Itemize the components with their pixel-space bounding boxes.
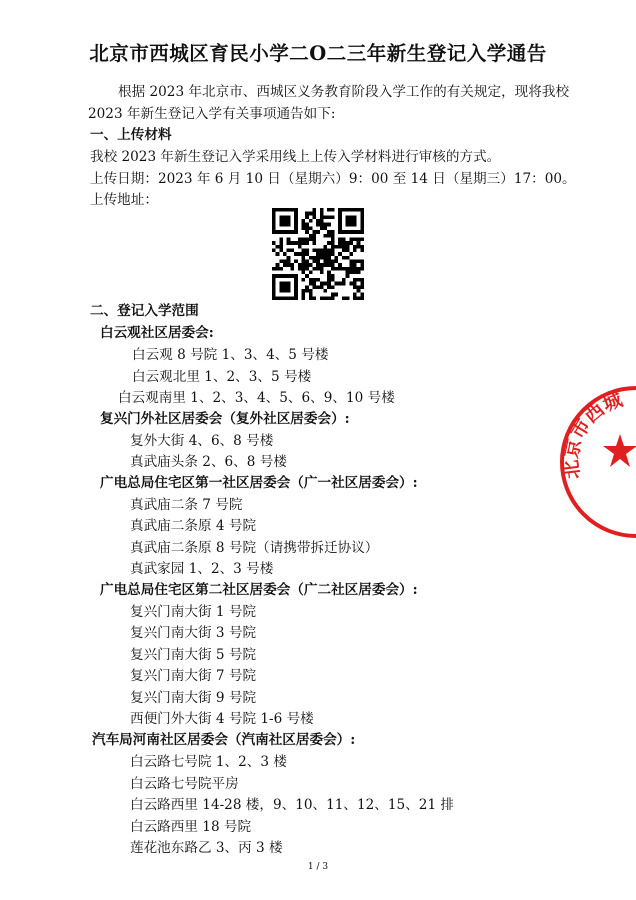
committee-name: 广电总局住宅区第一社区居委会（广一社区居委会）: bbox=[100, 475, 418, 491]
upload-dates: 上传日期：2023 年 6 月 10 日（星期六）9：00 至 14 日（星期三）17：00。 bbox=[90, 171, 576, 187]
address-item: 白云路七号院 1、2、3 楼 bbox=[130, 754, 287, 770]
address-item: 复外大街 4、6、8 号楼 bbox=[130, 433, 274, 449]
upload-address-label: 上传地址： bbox=[90, 192, 158, 208]
address-item: 真武家园 1、2、3 号楼 bbox=[130, 561, 274, 577]
document-title: 北京市西城区育民小学二O二三年新生登记入学通告 bbox=[89, 42, 547, 65]
address-item: 白云路西里 14-28 楼，9、10、11、12、15、21 排 bbox=[130, 797, 455, 813]
address-item: 真武庙二条 7 号院 bbox=[130, 497, 243, 513]
committee-name: 复兴门外社区居委会（复外社区居委会）: bbox=[100, 411, 350, 427]
address-item: 白云观南里 1、2、3、4、5、6、9、10 号楼 bbox=[118, 390, 395, 406]
address-item: 真武庙二条原 4 号院 bbox=[130, 518, 257, 534]
section1-line-1: 我校 2023 年新生登记入学采用线上上传入学材料进行审核的方式。 bbox=[90, 149, 501, 165]
intro-line-1: 根据 2023 年北京市、西城区义务教育阶段入学工作的有关规定，现将我校 bbox=[118, 84, 570, 100]
address-item: 复兴门南大街 1 号院 bbox=[130, 604, 257, 620]
address-item: 复兴门南大街 3 号院 bbox=[130, 625, 257, 641]
committee-name: 白云观社区居委会: bbox=[100, 325, 214, 341]
address-item: 西便门外大街 4 号院 1-6 号楼 bbox=[130, 711, 314, 727]
address-item: 复兴门南大街 5 号院 bbox=[130, 647, 257, 663]
address-item: 白云路西里 18 号院 bbox=[130, 819, 252, 835]
qr-code-icon[interactable] bbox=[272, 208, 364, 300]
address-item: 复兴门南大街 7 号院 bbox=[130, 668, 257, 684]
committee-name: 广电总局住宅区第二社区居委会（广二社区居委会）: bbox=[100, 582, 418, 598]
address-item: 真武庙头条 2、6、8 号楼 bbox=[130, 454, 287, 470]
seal-text: 北京市西城 bbox=[560, 388, 626, 481]
page-number: 1 / 3 bbox=[307, 862, 329, 872]
section1-heading: 一、上传材料 bbox=[90, 127, 172, 143]
address-item: 白云路七号院平房 bbox=[130, 776, 239, 792]
intro-line-2: 2023 年新生登记入学有关事项通告如下: bbox=[88, 106, 336, 122]
committee-name: 汽车局河南社区居委会（汽南社区居委会）: bbox=[92, 732, 356, 748]
address-item: 复兴门南大街 9 号院 bbox=[130, 690, 257, 706]
official-seal-icon bbox=[556, 382, 636, 542]
address-item: 白云观 8 号院 1、3、4、5 号楼 bbox=[132, 347, 329, 363]
address-item: 白云观北里 1、2、3、5 号楼 bbox=[132, 369, 312, 385]
section2-heading: 二、登记入学范围 bbox=[90, 303, 199, 319]
address-item: 莲花池东路乙 3、丙 3 楼 bbox=[130, 840, 283, 856]
address-item: 真武庙二条原 8 号院（请携带拆迁协议） bbox=[130, 540, 379, 556]
